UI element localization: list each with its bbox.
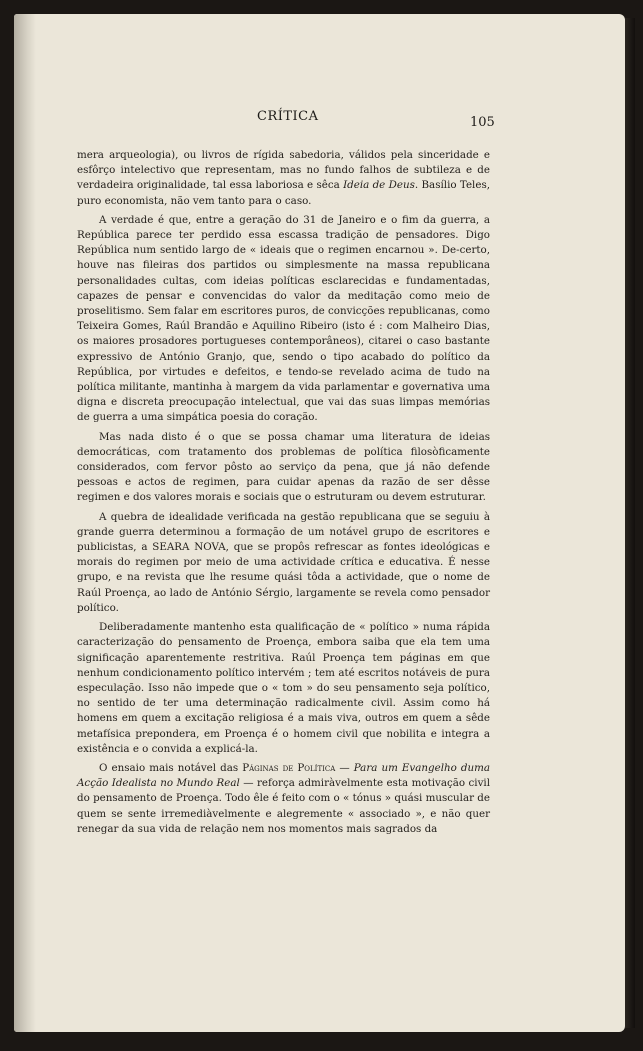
paragraph-2: A verdade é que, entre a geração do 31 de Janeiro e o fim da guerra, a República parece ter perdido essa escassa tradição de pensadores. Digo República num sentido largo de « ideais que o regimen encarnou ». De-certo, houve nas fileiras dos partidos ou simplesmente na massa republicana personalidades cultas, com ideias políticas esclarecidas e fundamentadas, capazes de pensar e convencidas do valor da meditação como meio de proselitismo. Sem falar em escritores puros, de convicções republicanas, como Teixeira Gomes, Raúl Brandão e Aquilino Ribeiro (isto é : com Malheiro Dias, os maiores prosadores portugueses contemporâneos), citarei o caso bastante expressivo de António Granjo, que, sendo o tipo acabado do político da República, por virtudes e defeitos, e tendo-se revelado acima de tudo na política militante, mantinha à margem da vida parlamentar e governativa uma digna e discreta preocupação intelectual, que vai das suas limpas memórias de guerra a uma simpática poesia do coração. xyxy=(77,213,490,424)
page-edge-shadow xyxy=(625,18,635,1028)
body-text xyxy=(77,148,490,841)
running-header: CRÍTICA xyxy=(257,109,319,124)
paragraph-6: O ensaio mais notável das Páginas de Política — Para um Evangelho duma Acção Idealista no Mundo Real — reforça admiràvelmente esta motivação civil do pensamento de Proença. Todo êle é feito com o « tónus » quási muscular de quem se sente irremediàvelmente e alegremente « associado », e não quer renegar da sua vida de relação nem nos momentos mais sagrados da xyxy=(77,761,491,835)
page-spine-shadow xyxy=(14,14,36,1032)
book-title-paginas-de-politica: Páginas de Política xyxy=(242,761,336,774)
paragraph-1: mera arqueologia), ou livros de rígida sabedoria, válidos pela sinceridade e esfôrço intelectivo que representam, mas no fundo falhos de subtileza e de verdadeira originalidade, tal essa laboriosa e sêca Ideia de Deus. Basílio Teles, puro economista, não vem tanto para o caso. xyxy=(77,149,491,207)
page-number: 105 xyxy=(470,115,495,130)
paragraph-3: Mas nada disto é o que se possa chamar uma literatura de ideias democráticas, com tratamento dos problemas de política filosòficamente considerados, com fervor pôsto ao serviço da pena, que já não defende pessoas e actos de regimen, para cuidar apenas da razão de ser dêsse regimen e dos valores morais e sociais que o estruturam ou devem estruturar. xyxy=(77,430,490,504)
essay-title: Para um Evangelho duma Acção Idealista no Mundo Real xyxy=(77,761,491,790)
paragraph-5: Deliberadamente mantenho esta qualificação de « político » numa rápida caracterização do pensamento de Proença, embora saiba que ela tem uma significação aparentemente restritiva. Raúl Proença tem páginas em que nenhum condicionamento político intervém ; tem até escritos notáveis de pura especulação. Isso não impede que o « tom » do seu pensamento seja político, no sentido de ter uma determinação radicalmente civil. Assim como há homens em quem a excitação religiosa é a mais viva, outros em quem a sêde metafísica prepondera, em Proença é o homem civil que nobilita e integra a existência e o convida a explicá-la. xyxy=(77,621,490,755)
paragraph-4: A quebra de idealidade verificada na gestão republicana que se seguiu à grande guerra determinou a formação de um notável grupo de escritores e publicistas, a SEARA NOVA, que se propôs refrescar as fontes ideológicas e morais do regimen por meio de uma actividade crítica e educativa. É nesse grupo, e na revista que lhe resume quási tôda a actividade, que o nome de Raúl Proença, ao lado de António Sérgio, largamente se revela como pensador político. xyxy=(77,510,490,614)
book-title-ideia-de-deus: Ideia de Deus xyxy=(343,179,415,192)
